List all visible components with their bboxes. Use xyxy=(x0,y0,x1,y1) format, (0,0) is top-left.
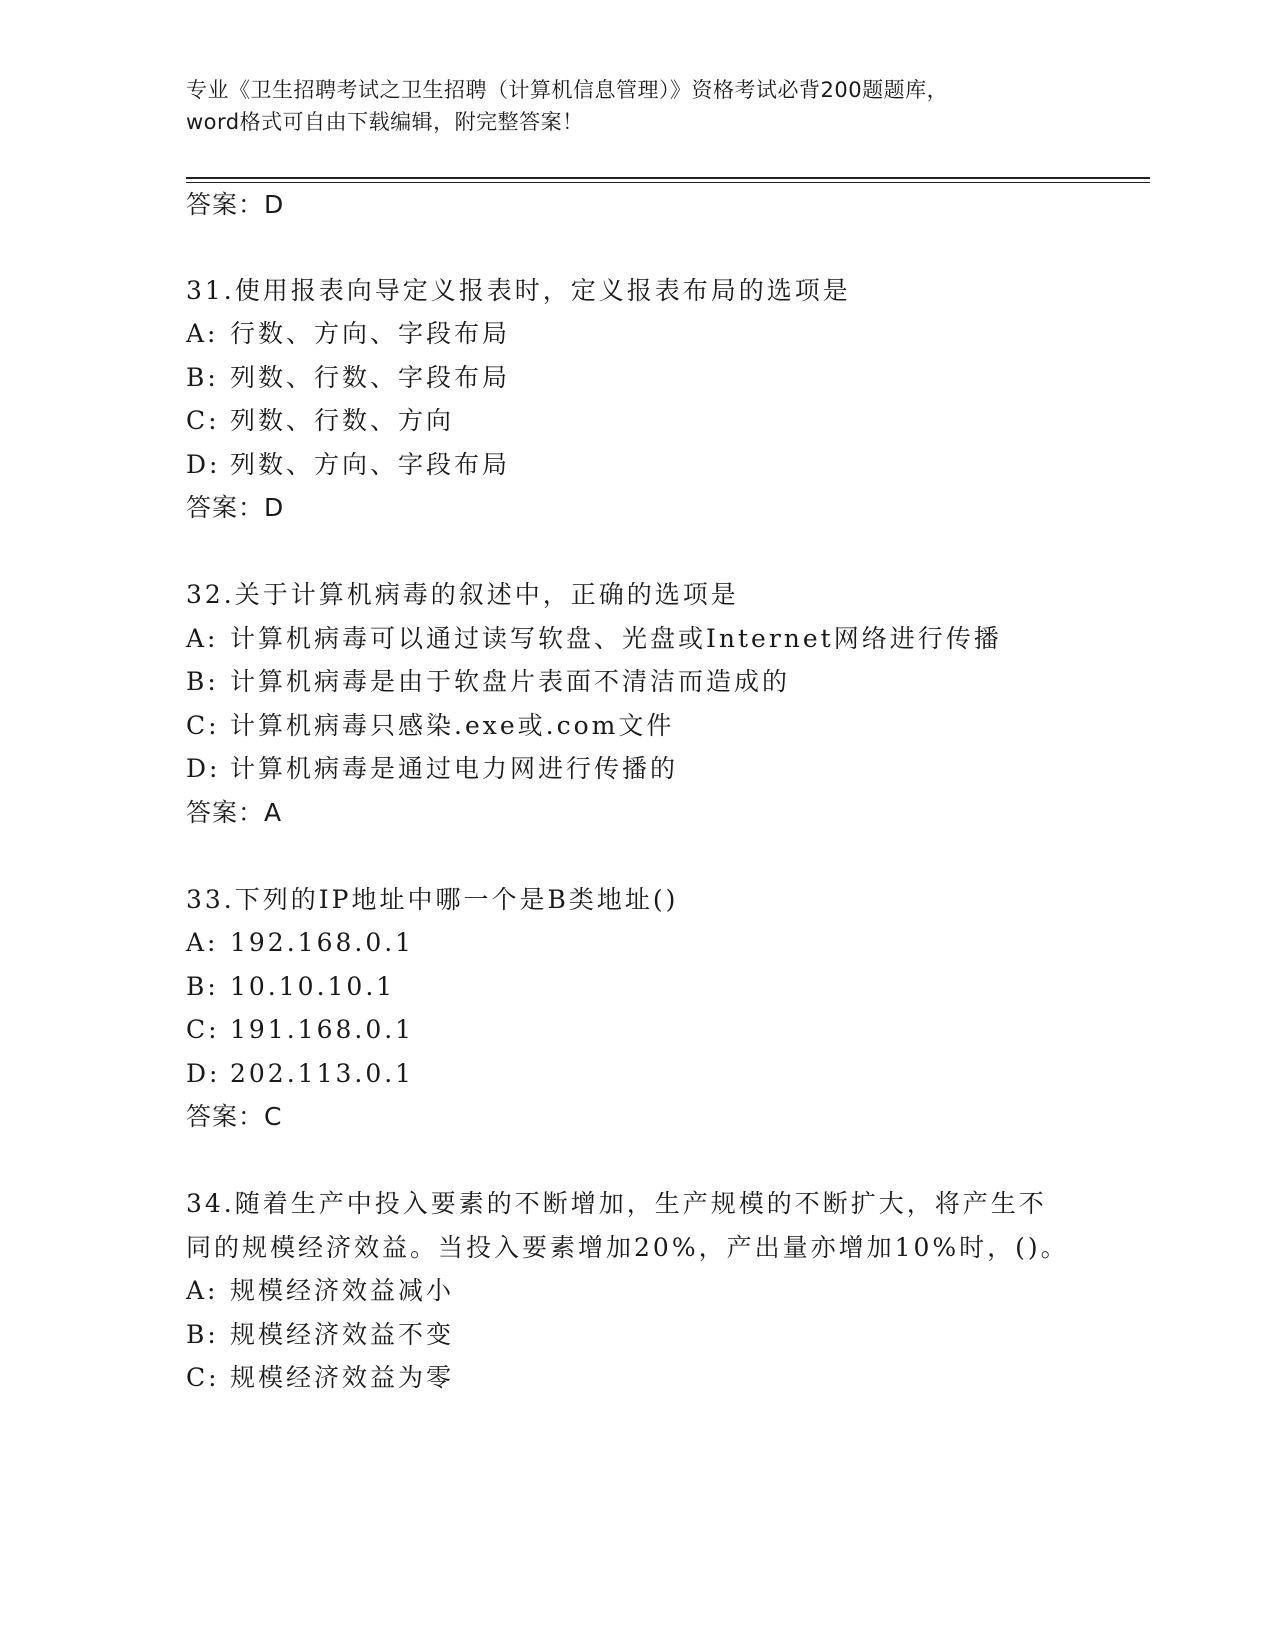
question-34-option-a xyxy=(186,1275,454,1307)
option-letter: D: xyxy=(186,450,221,479)
question-32-option-b xyxy=(186,666,790,698)
option-text: 计算机病毒可以通过读写软盘、光盘或Internet网络进行传播 xyxy=(230,624,1002,653)
option-text: 行数、方向、字段布局 xyxy=(230,319,511,348)
question-31-option-a xyxy=(186,318,510,350)
option-letter: A: xyxy=(186,928,219,957)
question-32-stem: 32.关于计算机病毒的叙述中，正确的选项是 xyxy=(186,580,739,609)
answer-label: 答案： xyxy=(186,798,265,827)
question-31-option-b xyxy=(186,362,510,394)
question-33-option-b xyxy=(186,971,395,1003)
answer-label: 答案： xyxy=(186,493,265,522)
header-rule-thin xyxy=(186,182,1150,183)
question-33-option-c xyxy=(186,1014,414,1046)
option-letter: B: xyxy=(186,363,219,392)
question-33-answer xyxy=(186,1101,282,1133)
question-31-option-c xyxy=(186,405,454,437)
option-letter: C: xyxy=(186,1363,220,1392)
question-34-option-c xyxy=(186,1362,454,1394)
option-text: 计算机病毒是由于软盘片表面不清洁而造成的 xyxy=(230,667,791,696)
question-33-option-d xyxy=(186,1058,414,1090)
document-header xyxy=(186,74,1086,138)
question-32-option-c xyxy=(186,710,674,742)
answer-label: 答案： xyxy=(186,190,265,219)
option-letter: A: xyxy=(186,624,219,653)
option-text: 计算机病毒只感染.exe或.com文件 xyxy=(230,711,675,740)
option-text: 规模经济效益为零 xyxy=(230,1363,455,1392)
answer-prev xyxy=(186,189,284,221)
question-31-option-d xyxy=(186,449,510,481)
answer-value: C xyxy=(264,1102,283,1131)
option-letter: B: xyxy=(186,667,219,696)
option-text: 规模经济效益不变 xyxy=(230,1320,455,1349)
option-letter: C: xyxy=(186,1015,220,1044)
option-text: 计算机病毒是通过电力网进行传播的 xyxy=(230,754,679,783)
question-33-stem: 33.下列的IP地址中哪一个是B类地址() xyxy=(186,885,679,914)
header-rule-thick xyxy=(186,177,1150,179)
option-text: 列数、行数、方向 xyxy=(230,406,455,435)
answer-label: 答案： xyxy=(186,1102,265,1131)
option-text: 191.168.0.1 xyxy=(230,1015,415,1044)
option-text: 192.168.0.1 xyxy=(230,928,415,957)
option-letter: A: xyxy=(186,1276,219,1305)
answer-value: A xyxy=(264,798,283,827)
header-title-line-1: 专业《卫生招聘考试之卫生招聘（计算机信息管理）》资格考试必背200题题库， xyxy=(186,78,949,102)
option-text: 列数、行数、字段布局 xyxy=(230,363,511,392)
header-title-line-2: word格式可自由下载编辑，附完整答案！ xyxy=(186,110,584,134)
question-31-answer xyxy=(186,492,284,524)
option-letter: C: xyxy=(186,711,220,740)
question-31-stem: 31.使用报表向导定义报表时，定义报表布局的选项是 xyxy=(186,276,851,305)
question-33-option-a xyxy=(186,927,414,959)
question-32-option-d xyxy=(186,753,678,785)
option-letter: A: xyxy=(186,319,219,348)
option-text: 10.10.10.1 xyxy=(230,972,396,1001)
question-32-answer xyxy=(186,797,282,829)
question-34-stem-line-1: 34.随着生产中投入要素的不断增加，生产规模的不断扩大，将产生不 xyxy=(186,1189,1047,1218)
option-letter: D: xyxy=(186,754,221,783)
answer-value: D xyxy=(264,190,285,219)
option-text: 列数、方向、字段布局 xyxy=(230,450,511,479)
option-letter: C: xyxy=(186,406,220,435)
answer-value: D xyxy=(264,493,285,522)
option-letter: B: xyxy=(186,972,219,1001)
question-34-stem-line-2: 同的规模经济效益。当投入要素增加20%，产出量亦增加10%时，()。 xyxy=(186,1233,1069,1262)
option-text: 202.113.0.1 xyxy=(230,1059,415,1088)
question-34-option-b xyxy=(186,1319,454,1351)
question-32-option-a xyxy=(186,623,1002,655)
option-text: 规模经济效益减小 xyxy=(230,1276,455,1305)
option-letter: B: xyxy=(186,1320,219,1349)
option-letter: D: xyxy=(186,1059,221,1088)
